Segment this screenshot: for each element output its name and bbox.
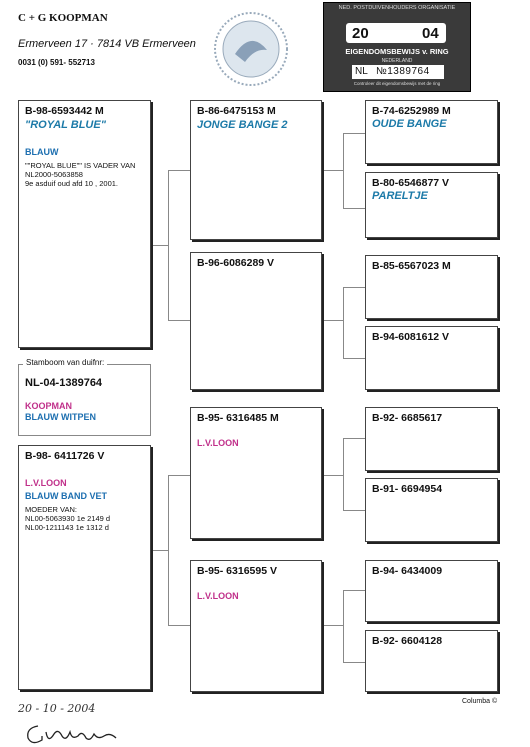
columba-credit: Columba © (462, 698, 498, 705)
father-color: BLAUW (25, 147, 59, 157)
great-grandparent-card (365, 630, 498, 692)
great-grandparent-ring: B-80-6546877 V (372, 177, 450, 189)
stamboom-card (18, 358, 151, 436)
great-grandparent-card (365, 172, 498, 238)
great-grandparent-card (365, 560, 498, 622)
father-notes (25, 161, 144, 188)
breeder-title: C + G KOOPMAN (18, 12, 108, 24)
mother-ring: B-98- 6411726 V (25, 450, 105, 462)
great-grandparent-ring: B-74-6252989 M (372, 105, 451, 117)
father-name: "ROYAL BLUE" (25, 119, 106, 131)
grandparent-card (190, 252, 322, 390)
father-note: NL2000-5063858 (25, 170, 83, 179)
grandparent-name: JONGE BANGE 2 (197, 119, 288, 131)
signature-image (24, 718, 124, 746)
great-grandparent-ring: B-85-6567023 M (372, 260, 451, 272)
mother-note: MOEDER VAN: (25, 505, 77, 514)
mother-color: BLAUW BAND VET (25, 491, 107, 501)
great-grandparent-card (365, 255, 498, 319)
great-grandparent-card (365, 407, 498, 471)
great-grandparent-name: PARELTJE (372, 190, 428, 202)
great-grandparent-ring: B-92- 6604128 (372, 635, 443, 647)
great-grandparent-card (365, 100, 498, 164)
mother-breeder: L.V.LOON (25, 478, 67, 488)
mother-note: NL00-1211143 1e 1312 d (25, 523, 109, 532)
grandparent-card (190, 407, 322, 539)
father-note: ""ROYAL BLUE"" IS VADER VAN (25, 161, 136, 170)
great-grandparent-ring: B-91- 6694954 (372, 483, 443, 495)
seal-icon (205, 10, 297, 88)
certificate-year-right: 04 (422, 25, 439, 42)
father-note: 9e asduif oud afd 10 , 2001. (25, 179, 118, 188)
stamboom-label: Stamboom van duifnr: (23, 358, 107, 367)
grandparent-breeder: L.V.LOON (197, 438, 239, 448)
certificate-ring-number: №1389764 (376, 66, 430, 77)
certificate-ring-prefix: NL (355, 66, 368, 77)
great-grandparent-ring: B-94- 6434009 (372, 565, 443, 577)
great-grandparent-ring: B-92- 6685617 (372, 412, 443, 424)
certificate-top-text: NED. POSTDUIVENHOUDERS ORGANISATIE (338, 5, 456, 11)
stamboom-ring: NL-04-1389764 (25, 377, 103, 389)
certificate-title: EIGENDOMSBEWIJS v. RING (345, 47, 449, 56)
grandparent-breeder: L.V.LOON (197, 591, 239, 601)
mother-notes (25, 505, 144, 532)
breeder-phone: 0031 (0) 591- 552713 (18, 58, 95, 67)
ownership-certificate (323, 2, 471, 92)
mother-note: NL00-5063930 1e 2149 d (25, 514, 111, 523)
stamboom-owner: KOOPMAN (25, 401, 72, 411)
stamboom-color: BLAUW WITPEN (25, 412, 96, 422)
grandparent-ring: B-95- 6316595 V (197, 565, 277, 577)
certificate-year-left: 20 (352, 25, 369, 42)
grandparent-ring: B-86-6475153 M (197, 105, 276, 117)
great-grandparent-card (365, 478, 498, 542)
certificate-country: NEDERLAND (381, 58, 413, 64)
grandparent-card (190, 100, 322, 240)
grandparent-ring: B-95- 6316485 M (197, 412, 279, 424)
handwritten-date: 20 - 10 - 2004 (18, 702, 96, 715)
father-ring: B-98-6593442 M (25, 105, 104, 117)
great-grandparent-card (365, 326, 498, 390)
father-card (18, 100, 151, 348)
grandparent-ring: B-96-6086289 V (197, 257, 275, 269)
mother-card (18, 445, 151, 690)
grandparent-card (190, 560, 322, 692)
breeder-address: Ermerveen 17 · 7814 VB Ermerveen (18, 38, 196, 50)
great-grandparent-name: OUDE BANGE (372, 118, 447, 130)
great-grandparent-ring: B-94-6081612 V (372, 331, 450, 343)
certificate-bottom-text: Controleer dit eigendomsbewijs met de ring (353, 81, 441, 86)
